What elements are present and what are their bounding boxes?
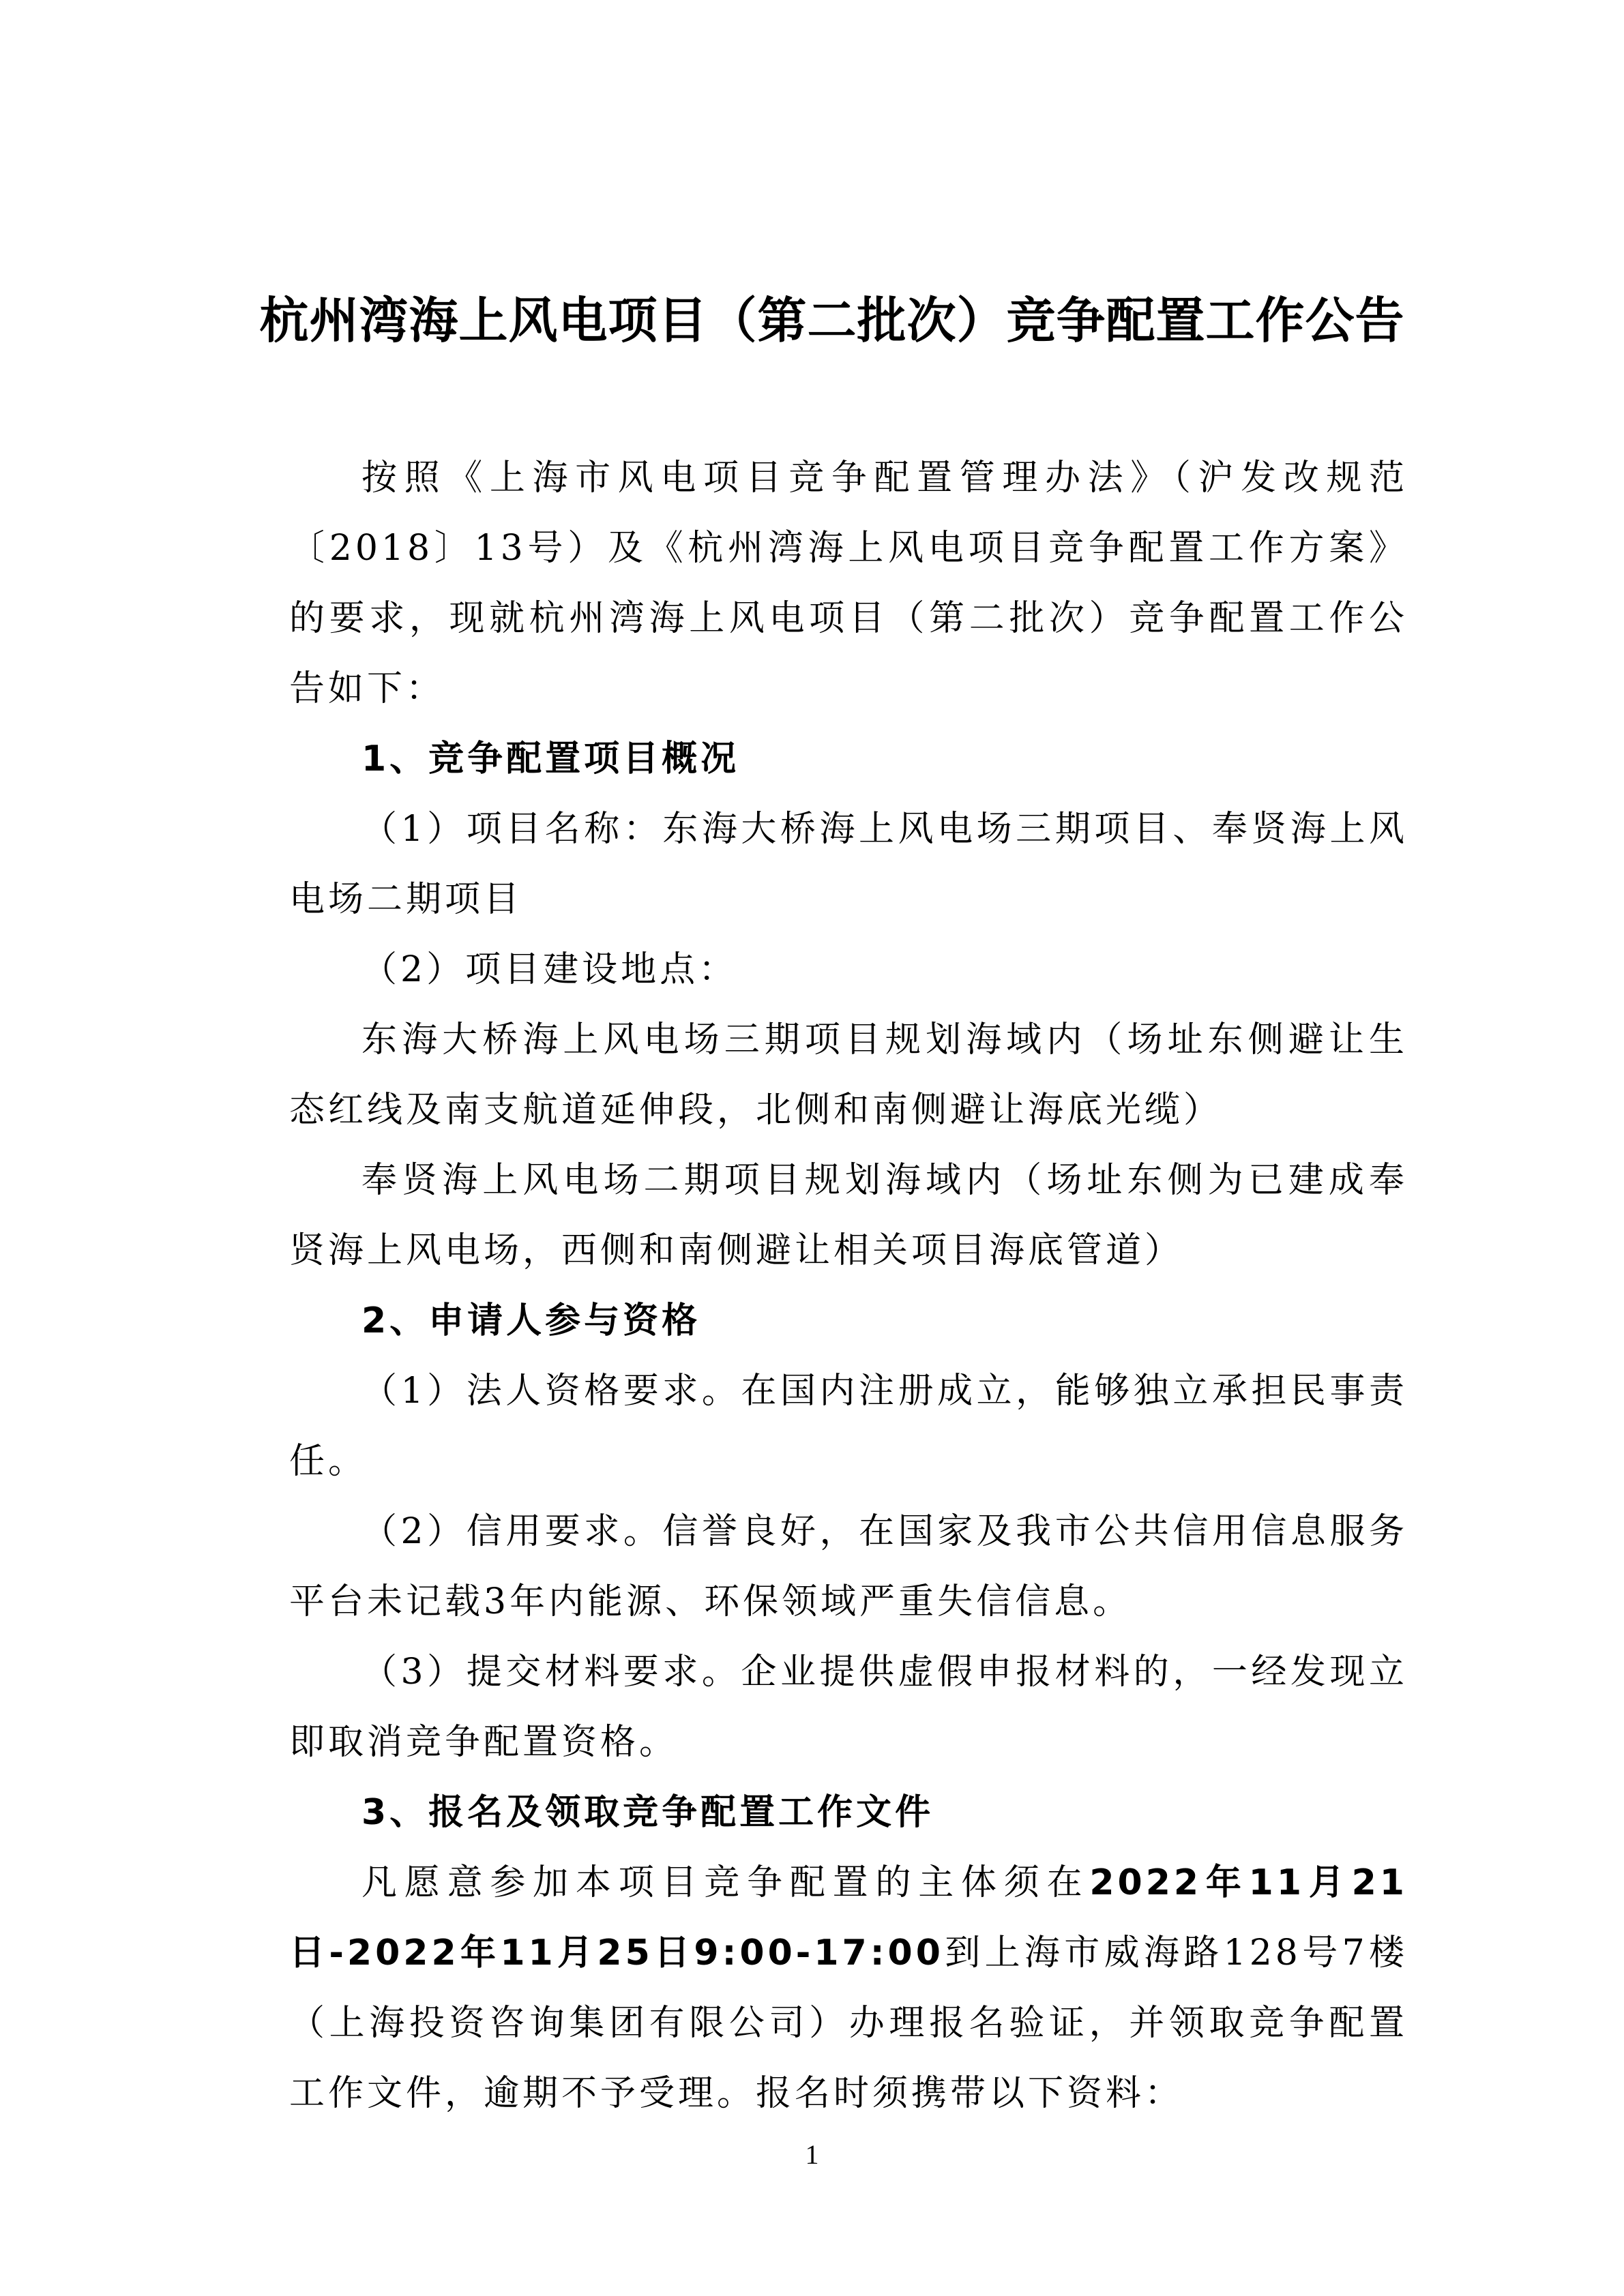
section-1-item-2: （2）项目建设地点：	[361, 949, 738, 990]
document-title: 杭州湾海上风电项目（第二批次）竞争配置工作公告	[259, 292, 1405, 349]
section-2-item-2: （2）信用要求。信誉良好，在国家及我市公共信用信息服务平台未记载3年内能源、环保领域严重失信信息。	[289, 1511, 1408, 1622]
section-2-heading: 2、申请人参与资格	[361, 1300, 701, 1341]
section-3-paragraph	[289, 1848, 1408, 2129]
section-3-text-before: 凡愿意参加本项目竞争配置的主体须在	[361, 1862, 1090, 1903]
section-3-text-after: 到上海市威海路128号7楼（上海投资咨询集团有限公司）办理报名验证，并领取竞争配置工作文件，逾期不予受理。报名时须携带以下资料：	[289, 1933, 1408, 2114]
document-body	[289, 443, 1408, 2129]
registration-period: 2022年11月21日-2022年11月25日9:00-17:00	[289, 1862, 1408, 1973]
section-1-location-2: 奉贤海上风电场二期项目规划海域内（场址东侧为已建成奉贤海上风电场，西侧和南侧避让相关项目海底管道）	[289, 1160, 1408, 1271]
section-1-heading: 1、竞争配置项目概况	[361, 739, 740, 779]
section-3-heading: 3、报名及领取竞争配置工作文件	[361, 1792, 934, 1833]
page-number: 1	[805, 2139, 819, 2170]
intro-paragraph: 按照《上海市风电项目竞争配置管理办法》（沪发改规范〔2018〕13号）及《杭州湾海上风电项目竞争配置工作方案》的要求，现就杭州湾海上风电项目（第二批次）竞争配置工作公告如下：	[289, 458, 1408, 709]
section-2-item-1: （1）法人资格要求。在国内注册成立，能够独立承担民事责任。	[289, 1371, 1408, 1482]
section-2-item-3: （3）提交材料要求。企业提供虚假申报材料的，一经发现立即取消竞争配置资格。	[289, 1652, 1408, 1763]
section-1-item-1: （1）项目名称：东海大桥海上风电场三期项目、奉贤海上风电场二期项目	[289, 809, 1408, 920]
section-1-location-1: 东海大桥海上风电场三期项目规划海域内（场址东侧避让生态红线及南支航道延伸段，北侧和南侧避让海底光缆）	[289, 1019, 1408, 1131]
